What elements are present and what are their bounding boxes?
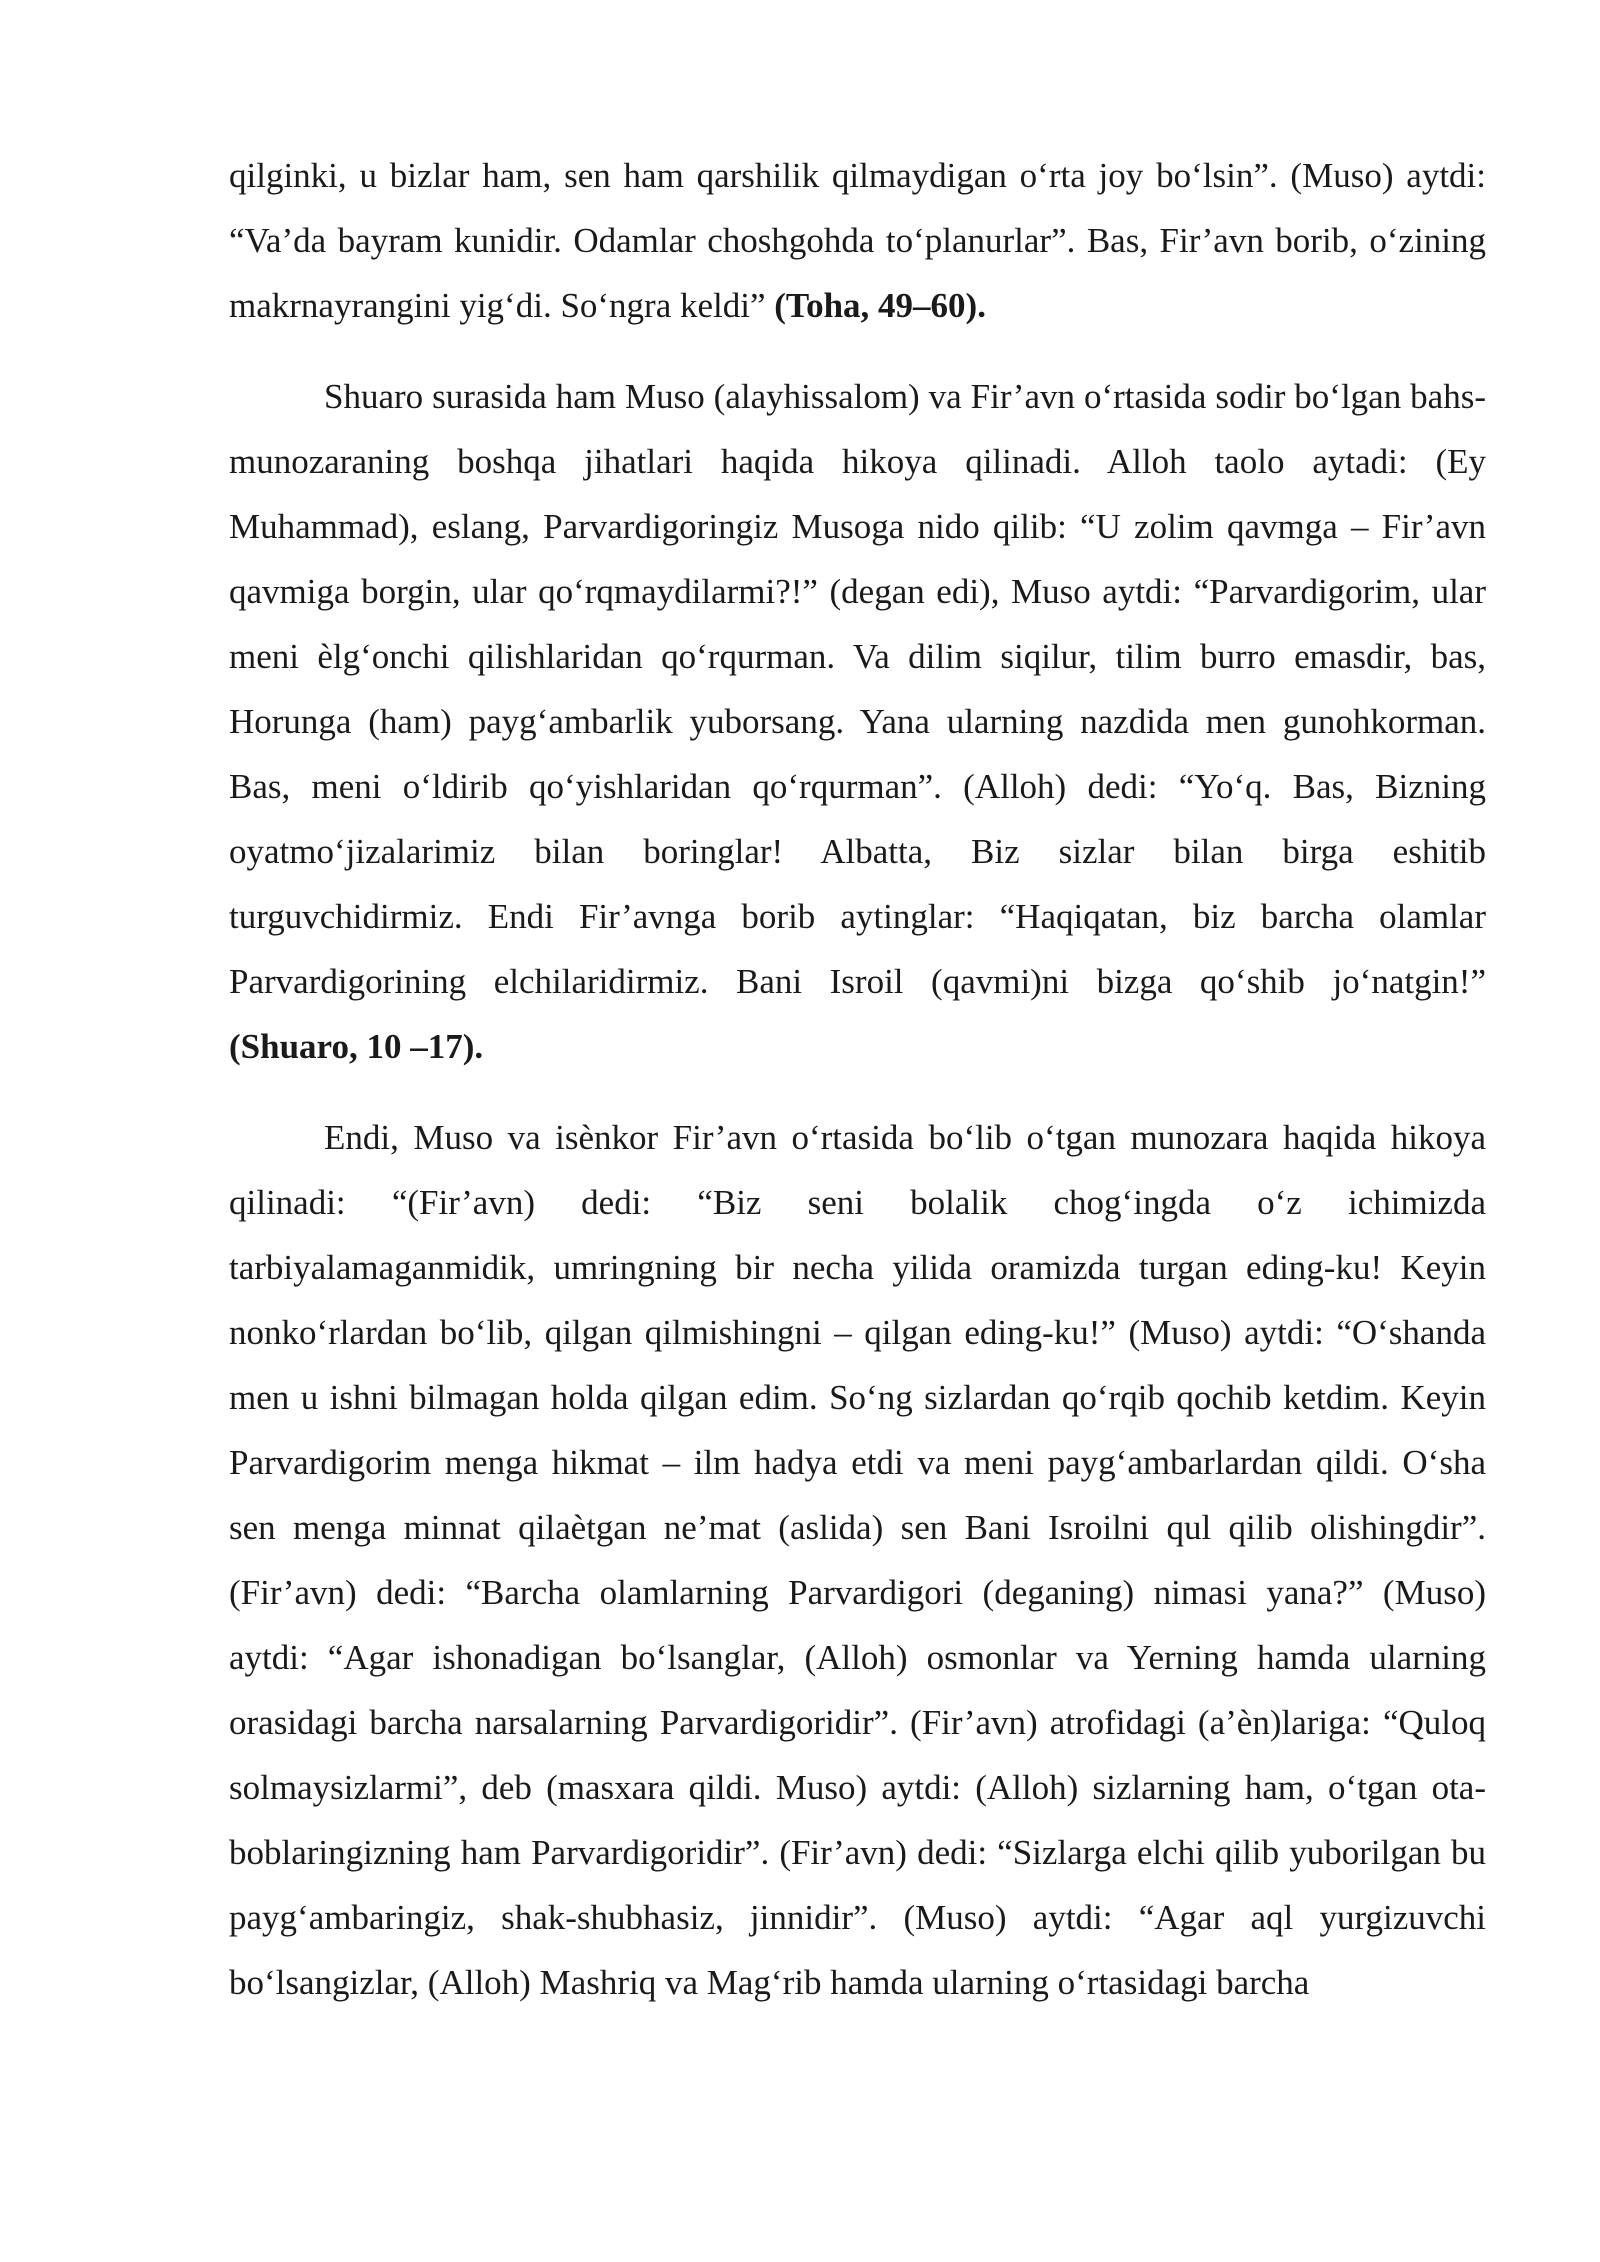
paragraph-text: Endi, Muso va isènkor Fir’avn o‘rtasida bo‘lib o‘tgan munozara haqida hikoya qilinadi: “(Fir’avn) dedi: “Biz seni bolalik chog‘ingda o‘z ichimizda tarbiyalamaganmidik, umringning bir necha yilida oramizda turgan eding-ku! Keyin nonko‘rlardan bo‘lib, qilgan qilmishingni – qilgan eding-ku!” (Muso) aytdi: “O‘shanda men u ishni bilmagan holda qilgan edim. So‘ng sizlardan qo‘rqib qochib ketdim. Keyin Parvardigorim menga hikmat – ilm hadya etdi va meni payg‘ambarlardan qildi. O‘sha sen menga minnat qilaètgan ne’mat (aslida) sen Bani Isroilni qul qilib olishingdir”. (Fir’avn) dedi: “Barcha olamlarning Parvardigori (deganing) nimasi yana?” (Muso) aytdi: “Agar ishonadigan bo‘lsanglar, (Alloh) osmonlar va Yerning hamda ularning orasidagi barcha narsalarning Parvardigoridir”. (Fir’avn) atrofidagi (a’èn)lariga: “Quloq solmaysizlarmi”, deb (masxara qildi. Muso) aytdi: (Alloh) sizlarning ham, o‘tgan ota-boblaringizning ham Parvardigoridir”. (Fir’avn) dedi: “Sizlarga elchi qilib yuborilgan bu payg‘ambaringiz, shak-shubhasiz, jinnidir”. (Muso) aytdi: “Agar aql yurgizuvchi bo‘lsangizlar, (Alloh) Mashriq va Mag‘rib hamda ularning o‘rtasidagi barcha: [229, 1118, 1486, 2002]
citation-reference: (Toha, 49–60).: [774, 286, 986, 325]
paragraph-2: [229, 364, 1486, 1079]
document-page: [229, 143, 1486, 2041]
paragraph-text: Shuaro surasida ham Muso (alayhissalom) va Fir’avn o‘rtasida sodir bo‘lgan bahs-munozaraning boshqa jihatlari haqida hikoya qilinadi. Alloh taolo aytadi: (Ey Muhammad), eslang, Parvardigoringiz Musoga nido qilib: “U zolim qavmga – Fir’avn qavmiga borgin, ular qo‘rqmaydilarmi?!” (degan edi), Muso aytdi: “Parvardigorim, ular meni èlg‘onchi qilishlaridan qo‘rqurman. Va dilim siqilur, tilim burro emasdir, bas, Horunga (ham) payg‘ambarlik yuborsang. Yana ularning nazdida men gunohkorman. Bas, meni o‘ldirib qo‘yishlaridan qo‘rqurman”. (Alloh) dedi: “Yo‘q. Bas, Bizning oyatmo‘jizalarimiz bilan boringlar! Albatta, Biz sizlar bilan birga eshitib turguvchidirmiz. Endi Fir’avnga borib aytinglar: “Haqiqatan, biz barcha olamlar Parvardigorining elchilaridirmiz. Bani Isroil (qavmi)ni bizga qo‘shib jo‘natgin!”: [229, 377, 1486, 1001]
citation-reference: (Shuaro, 10 –17).: [229, 1027, 484, 1066]
paragraph-3: [229, 1105, 1486, 2015]
paragraph-1: [229, 143, 1486, 338]
paragraph-text: qilginki, u bizlar ham, sen ham qarshilik qilmaydigan o‘rta joy bo‘lsin”. (Muso) aytdi: “Va’da bayram kunidir. Odamlar choshgohda to‘planurlar”. Bas, Fir’avn borib, o‘zining makrnayrangini yig‘di. So‘ngra keldi”: [229, 156, 1486, 325]
